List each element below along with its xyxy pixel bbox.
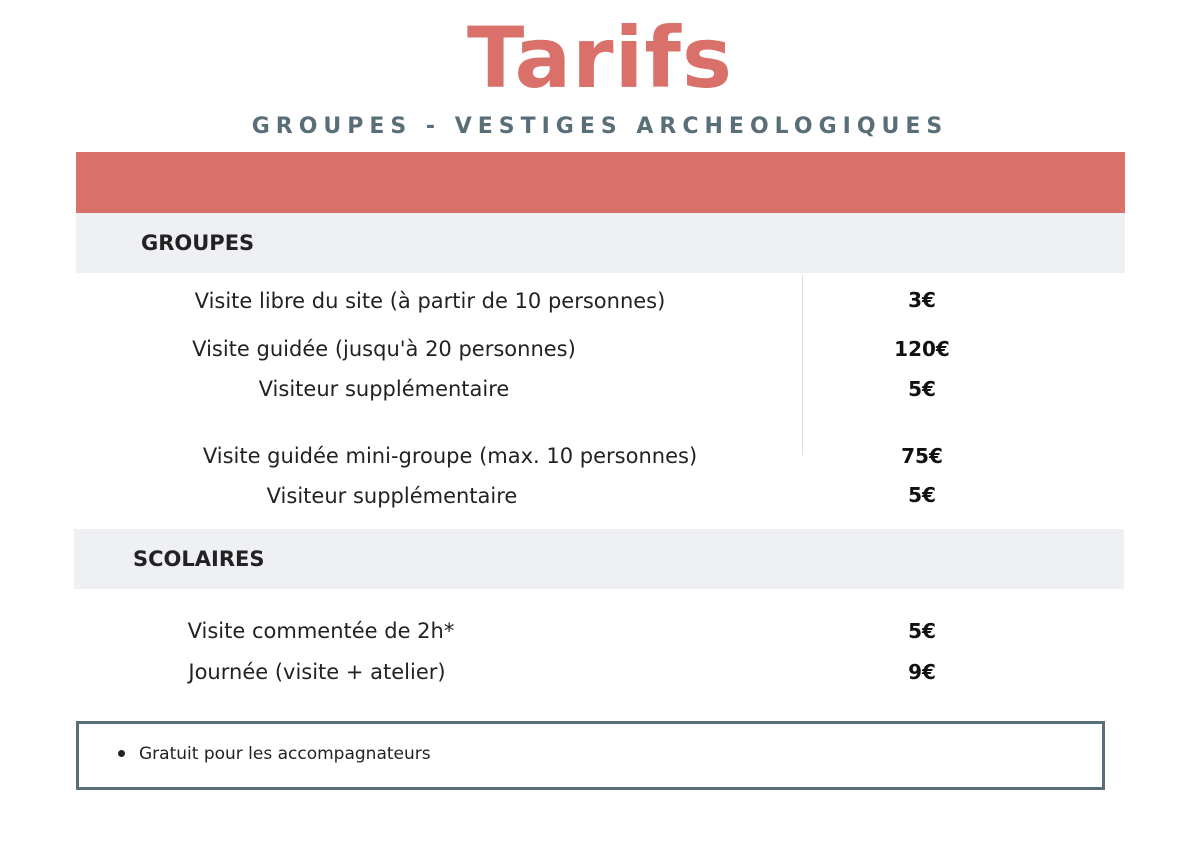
price-row-label: Visite libre du site (à partir de 10 personnes): [194, 289, 666, 313]
page-subtitle: GROUPES - VESTIGES ARCHEOLOGIQUES: [251, 114, 949, 139]
price-row-label: Visite guidée mini-groupe (max. 10 personnes): [202, 444, 698, 468]
price-row-value: 5€: [908, 483, 936, 507]
page-title: Tarifs: [467, 9, 733, 107]
column-divider: [802, 275, 803, 455]
price-row-value: 5€: [908, 619, 936, 643]
price-row-label: Visite guidée (jusqu'à 20 personnes): [192, 337, 576, 361]
note-box: [76, 721, 1105, 790]
header-bar: [76, 152, 1125, 213]
price-row-value: 75€: [901, 444, 943, 468]
price-row-value: 5€: [908, 377, 936, 401]
price-row-value: 120€: [894, 337, 950, 361]
section-header-groupes: [76, 213, 1125, 273]
section-heading: SCOLAIRES: [133, 547, 265, 571]
price-row-label: Visiteur supplémentaire: [266, 484, 518, 508]
price-row-label: Visiteur supplémentaire: [258, 377, 510, 401]
price-row-label: Visite commentée de 2h*: [187, 619, 455, 643]
price-row-label: Journée (visite + atelier): [188, 660, 446, 684]
price-row-value: 9€: [908, 660, 936, 684]
price-row-value: 3€: [908, 288, 936, 312]
bullet-icon: [118, 750, 125, 757]
note-item: Gratuit pour les accompagnateurs: [139, 744, 431, 764]
section-heading: GROUPES: [141, 231, 255, 255]
section-header-scolaires: [74, 529, 1124, 589]
